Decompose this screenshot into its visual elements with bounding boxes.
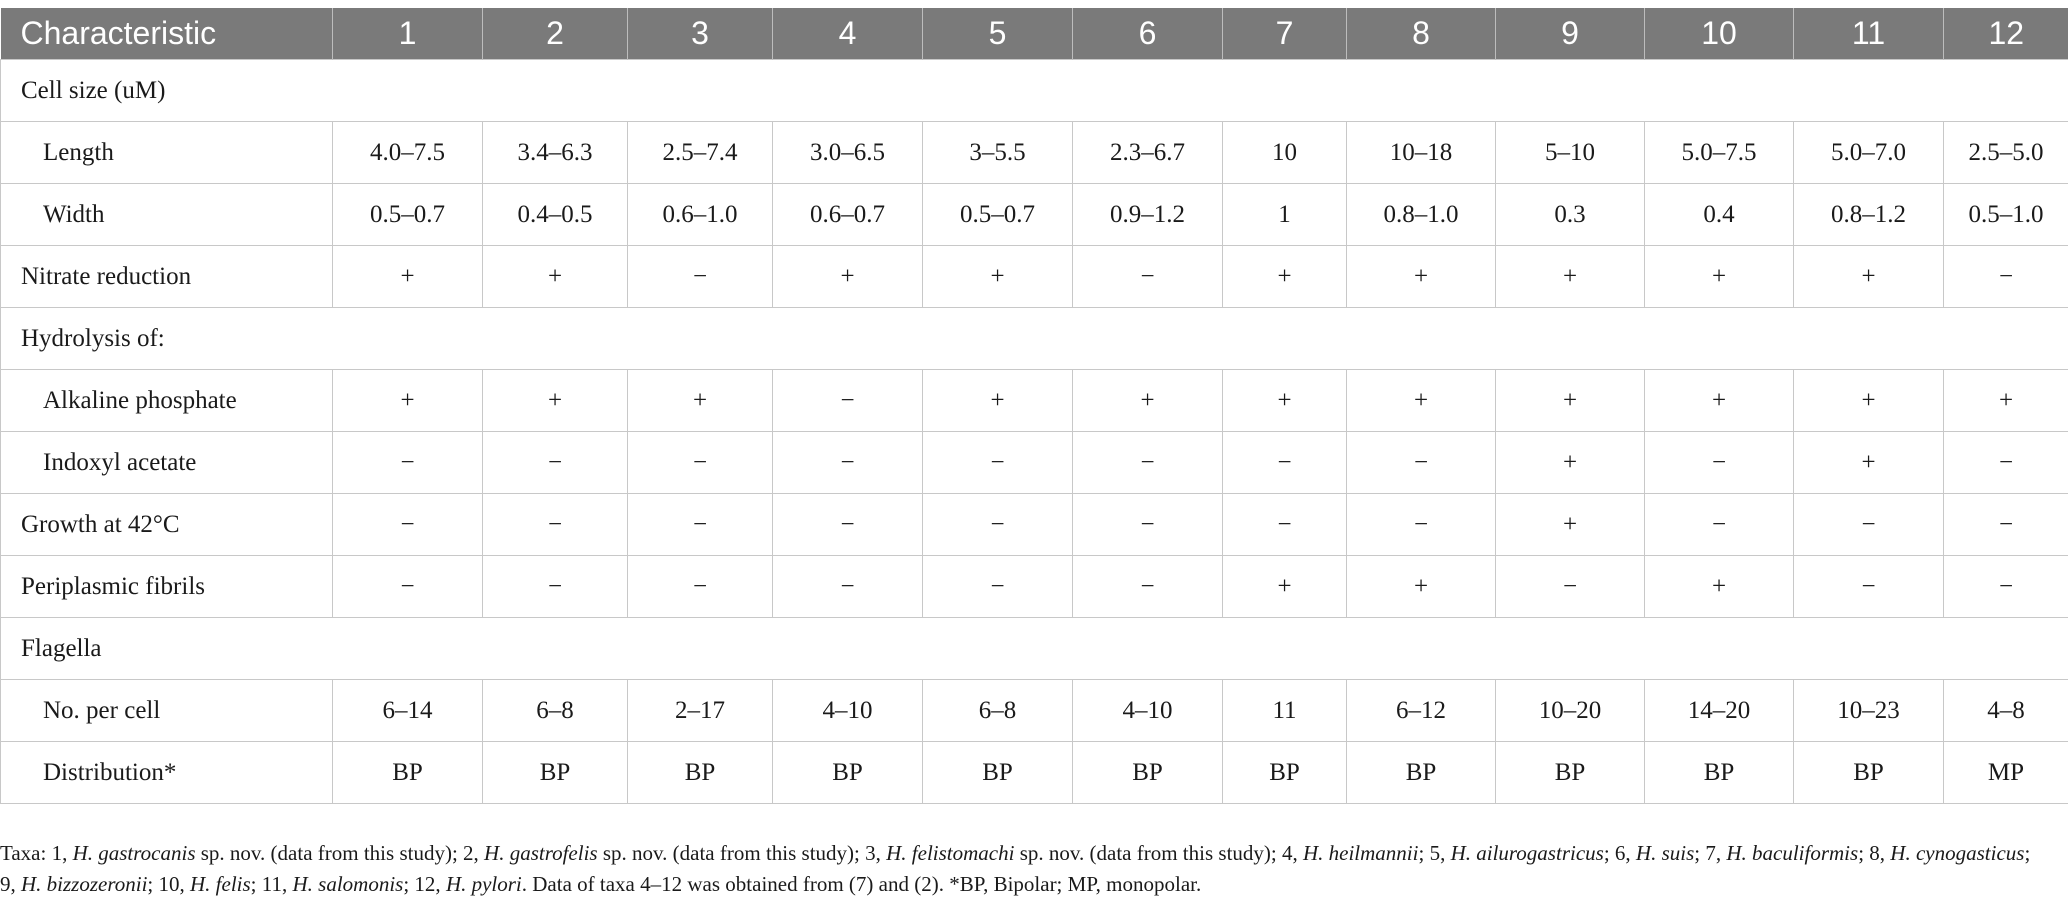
- table-cell: 2.5–7.4: [628, 122, 773, 184]
- column-header-taxon-11: 11: [1794, 8, 1944, 60]
- table-cell: −: [1794, 494, 1944, 556]
- table-cell: 10–18: [1347, 122, 1496, 184]
- table-cell: +: [923, 370, 1073, 432]
- table-cell: −: [333, 494, 483, 556]
- column-header-taxon-5: 5: [923, 8, 1073, 60]
- footnote-text: ; 12,: [403, 872, 446, 896]
- table-cell: −: [1347, 432, 1496, 494]
- row-label: Nitrate reduction: [1, 246, 333, 308]
- taxon-name: H. bizzozeronii: [21, 872, 148, 896]
- table-cell: +: [1496, 432, 1645, 494]
- table-row: [1, 680, 2068, 742]
- table-cell: −: [1496, 556, 1645, 618]
- taxon-name: H. salomonis: [292, 872, 404, 896]
- column-header-taxon-3: 3: [628, 8, 773, 60]
- table-cell: −: [1944, 494, 2068, 556]
- taxon-name: H. gastrocanis: [72, 841, 196, 865]
- table-cell: 0.8–1.0: [1347, 184, 1496, 246]
- table-cell: 0.3: [1496, 184, 1645, 246]
- table-cell: +: [483, 246, 628, 308]
- table-row: [1, 742, 2068, 804]
- table-cell: +: [1073, 370, 1223, 432]
- table-cell: −: [628, 494, 773, 556]
- row-label: Length: [1, 122, 333, 184]
- taxon-name: H. suis: [1635, 841, 1695, 865]
- table-wrapper: [0, 8, 2068, 804]
- table-cell: +: [628, 370, 773, 432]
- table-cell: −: [1223, 494, 1347, 556]
- table-cell: 0.5–1.0: [1944, 184, 2068, 246]
- table-row: [1, 246, 2068, 308]
- table-cell: −: [1645, 432, 1794, 494]
- table-cell: −: [1944, 556, 2068, 618]
- table-cell: −: [773, 494, 923, 556]
- table-cell: 0.6–0.7: [773, 184, 923, 246]
- table-cell: 1: [1223, 184, 1347, 246]
- taxon-name: H. pylori: [445, 872, 522, 896]
- table-cell: −: [628, 246, 773, 308]
- table-cell: +: [773, 246, 923, 308]
- table-cell: +: [1496, 370, 1645, 432]
- column-header-taxon-4: 4: [773, 8, 923, 60]
- table-cell: +: [1645, 246, 1794, 308]
- row-label: Growth at 42°C: [1, 494, 333, 556]
- table-row: [1, 494, 2068, 556]
- taxon-name: H. gastrofelis: [484, 841, 598, 865]
- taxon-name: H. baculiformis: [1726, 841, 1859, 865]
- table-cell: −: [1073, 556, 1223, 618]
- table-cell: 3–5.5: [923, 122, 1073, 184]
- table-cell: +: [333, 370, 483, 432]
- section-heading: Cell size (uM): [1, 60, 2068, 122]
- footnote-text: sp. nov. (data from this study); 4,: [1014, 841, 1303, 865]
- table-row: [1, 184, 2068, 246]
- table-cell: 0.6–1.0: [628, 184, 773, 246]
- characteristics-table: [0, 8, 2068, 804]
- table-cell: BP: [628, 742, 773, 804]
- table-cell: −: [1944, 432, 2068, 494]
- taxon-name: H. felis: [190, 872, 251, 896]
- table-cell: 4–8: [1944, 680, 2068, 742]
- row-label: Width: [1, 184, 333, 246]
- table-cell: 4.0–7.5: [333, 122, 483, 184]
- table-cell: −: [923, 556, 1073, 618]
- footnote-text: . Data of taxa 4–12 was obtained from (7) and (2). *BP, Bipolar; MP, monopolar.: [521, 872, 1202, 896]
- table-cell: 11: [1223, 680, 1347, 742]
- table-cell: BP: [333, 742, 483, 804]
- section-heading: Hydrolysis of:: [1, 308, 2068, 370]
- table-cell: −: [1073, 494, 1223, 556]
- table-cell: 3.4–6.3: [483, 122, 628, 184]
- column-header-taxon-12: 12: [1944, 8, 2068, 60]
- column-header-taxon-10: 10: [1645, 8, 1794, 60]
- table-cell: −: [923, 494, 1073, 556]
- table-cell: 14–20: [1645, 680, 1794, 742]
- table-cell: +: [1944, 370, 2068, 432]
- table-cell: −: [773, 556, 923, 618]
- table-header-row: [1, 8, 2068, 60]
- table-cell: −: [773, 432, 923, 494]
- table-cell: +: [923, 246, 1073, 308]
- table-cell: 0.5–0.7: [333, 184, 483, 246]
- table-cell: +: [1347, 556, 1496, 618]
- table-cell: BP: [1496, 742, 1645, 804]
- footnote-text: ; 11,: [250, 872, 293, 896]
- table-cell: +: [1496, 494, 1645, 556]
- footnote-text: ; 5,: [1418, 841, 1451, 865]
- table-cell: 2.5–5.0: [1944, 122, 2068, 184]
- column-header-characteristic: Characteristic: [1, 8, 333, 60]
- table-cell: 5–10: [1496, 122, 1645, 184]
- table-cell: −: [1944, 246, 2068, 308]
- table-cell: BP: [773, 742, 923, 804]
- table-cell: +: [1794, 246, 1944, 308]
- table-cell: +: [1496, 246, 1645, 308]
- table-cell: BP: [1347, 742, 1496, 804]
- table-cell: 10–20: [1496, 680, 1645, 742]
- footnote-text: ; 9,: [0, 841, 2031, 896]
- footnote-text: ; 6,: [1603, 841, 1636, 865]
- taxon-name: H. heilmannii: [1302, 841, 1419, 865]
- table-cell: 0.9–1.2: [1073, 184, 1223, 246]
- table-cell: MP: [1944, 742, 2068, 804]
- table-cell: BP: [1645, 742, 1794, 804]
- table-cell: 2.3–6.7: [1073, 122, 1223, 184]
- table-cell: −: [483, 494, 628, 556]
- footnote-text: sp. nov. (data from this study); 2,: [195, 841, 485, 865]
- table-cell: −: [483, 556, 628, 618]
- table-cell: −: [628, 556, 773, 618]
- table-cell: +: [1347, 370, 1496, 432]
- footnote-text: ; 7,: [1694, 841, 1727, 865]
- table-cell: −: [1073, 246, 1223, 308]
- table-cell: BP: [1223, 742, 1347, 804]
- column-header-taxon-7: 7: [1223, 8, 1347, 60]
- table-cell: −: [1073, 432, 1223, 494]
- footnote-text: ; 8,: [1858, 841, 1891, 865]
- row-label: Distribution*: [1, 742, 333, 804]
- section-heading: Flagella: [1, 618, 2068, 680]
- table-cell: 6–8: [483, 680, 628, 742]
- table-cell: BP: [923, 742, 1073, 804]
- row-label: Periplasmic fibrils: [1, 556, 333, 618]
- table-cell: −: [773, 370, 923, 432]
- table-cell: −: [923, 432, 1073, 494]
- table-cell: +: [1223, 370, 1347, 432]
- table-cell: +: [1223, 556, 1347, 618]
- table-row: [1, 432, 2068, 494]
- table-cell: 5.0–7.0: [1794, 122, 1944, 184]
- table-cell: +: [1794, 370, 1944, 432]
- table-cell: +: [483, 370, 628, 432]
- table-footnote: [0, 838, 2040, 900]
- footnote-text: sp. nov. (data from this study); 3,: [597, 841, 887, 865]
- table-cell: −: [1223, 432, 1347, 494]
- table-cell: −: [1347, 494, 1496, 556]
- table-cell: −: [628, 432, 773, 494]
- table-row: [1, 370, 2068, 432]
- table-cell: 10–23: [1794, 680, 1944, 742]
- table-cell: 10: [1223, 122, 1347, 184]
- table-cell: −: [483, 432, 628, 494]
- table-cell: BP: [1794, 742, 1944, 804]
- table-cell: 5.0–7.5: [1645, 122, 1794, 184]
- table-cell: BP: [483, 742, 628, 804]
- table-row: [1, 556, 2068, 618]
- section-row: [1, 308, 2068, 370]
- table-cell: +: [1794, 432, 1944, 494]
- section-row: [1, 60, 2068, 122]
- table-cell: 4–10: [773, 680, 923, 742]
- footnote-text: ; 10,: [147, 872, 190, 896]
- table-cell: 2–17: [628, 680, 773, 742]
- table-cell: 6–12: [1347, 680, 1496, 742]
- table-cell: −: [1645, 494, 1794, 556]
- table-cell: +: [1347, 246, 1496, 308]
- table-cell: 4–10: [1073, 680, 1223, 742]
- column-header-taxon-9: 9: [1496, 8, 1645, 60]
- column-header-taxon-2: 2: [483, 8, 628, 60]
- table-cell: 6–14: [333, 680, 483, 742]
- row-label: Indoxyl acetate: [1, 432, 333, 494]
- table-cell: +: [1645, 370, 1794, 432]
- taxon-name: H. felistomachi: [886, 841, 1015, 865]
- table-body: [1, 60, 2068, 804]
- taxon-name: H. cynogasticus: [1890, 841, 2025, 865]
- table-cell: −: [1794, 556, 1944, 618]
- table-cell: +: [1645, 556, 1794, 618]
- column-header-taxon-8: 8: [1347, 8, 1496, 60]
- row-label: No. per cell: [1, 680, 333, 742]
- table-cell: +: [1223, 246, 1347, 308]
- table-cell: 0.4–0.5: [483, 184, 628, 246]
- table-cell: 0.8–1.2: [1794, 184, 1944, 246]
- table-cell: 6–8: [923, 680, 1073, 742]
- column-header-taxon-1: 1: [333, 8, 483, 60]
- table-row: [1, 122, 2068, 184]
- row-label: Alkaline phosphate: [1, 370, 333, 432]
- table-cell: −: [333, 556, 483, 618]
- table-cell: 3.0–6.5: [773, 122, 923, 184]
- table-cell: 0.5–0.7: [923, 184, 1073, 246]
- section-row: [1, 618, 2068, 680]
- table-cell: BP: [1073, 742, 1223, 804]
- column-header-taxon-6: 6: [1073, 8, 1223, 60]
- table-cell: +: [333, 246, 483, 308]
- table-cell: 0.4: [1645, 184, 1794, 246]
- taxon-name: H. ailurogastricus: [1450, 841, 1604, 865]
- table-cell: −: [333, 432, 483, 494]
- footnote-text: Taxa: 1,: [0, 841, 73, 865]
